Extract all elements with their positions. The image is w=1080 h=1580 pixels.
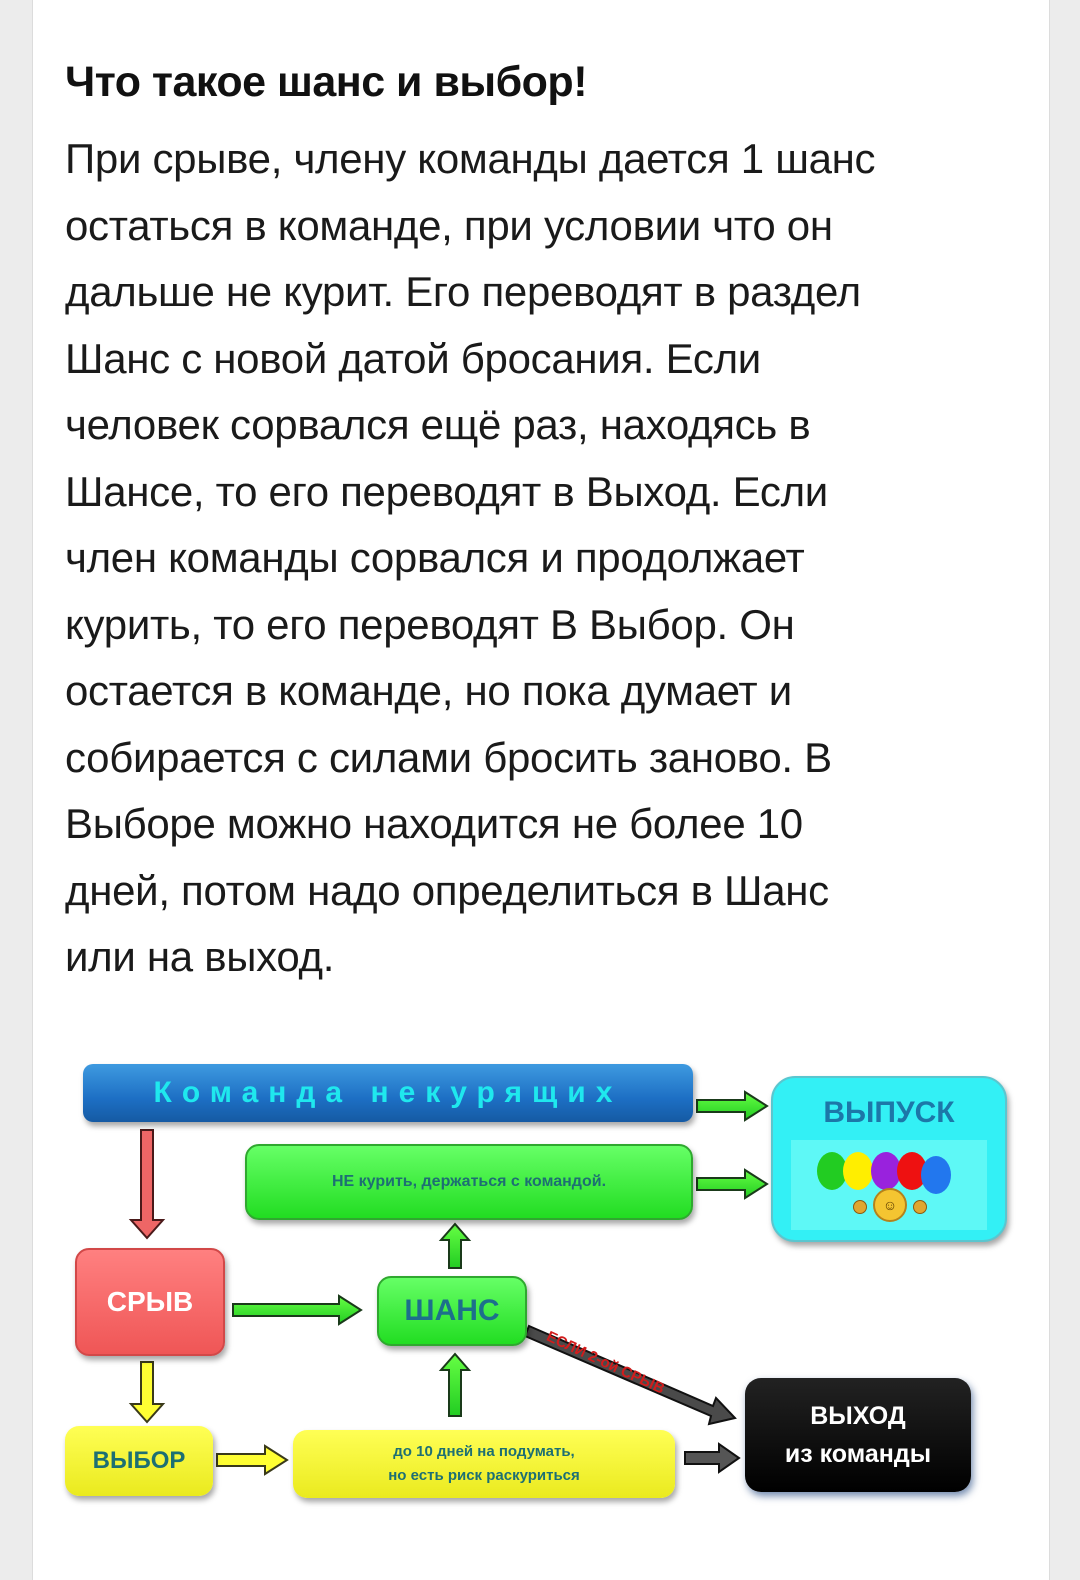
ten-days-box — [293, 1430, 675, 1498]
balloons-icon — [791, 1140, 987, 1230]
arrow-right-icon — [217, 1446, 287, 1474]
choice-box: ВЫБОР — [65, 1426, 213, 1496]
exit-line1: ВЫХОД — [810, 1402, 906, 1430]
relapse-box: СРЫВ — [75, 1248, 225, 1356]
exit-line2: из команды — [784, 1440, 932, 1468]
body-line: собирается с силами бросить заново. В — [65, 733, 832, 781]
arrow-right-icon — [685, 1444, 739, 1472]
second-relapse-label: ЕСЛИ 2-ой СРЫВ — [543, 1328, 668, 1398]
body-line: человек сорвался ещё раз, находясь в — [65, 401, 811, 448]
arrow-down-icon — [131, 1362, 163, 1422]
fist-icon — [913, 1200, 927, 1214]
body-line: Шанс с новой датой бросания. Если — [65, 334, 761, 382]
stay-box: НЕ курить, держаться с командой. — [245, 1144, 693, 1220]
body-line: дальше не курит. Его переводят в раздел — [65, 268, 861, 315]
chance-box: ШАНС — [377, 1276, 527, 1346]
body-line: курить, то его переводят В Выбор. Он — [65, 600, 795, 648]
body-line: Шансе, то его переводят в Выход. Если — [65, 467, 828, 515]
arrow-up-icon — [441, 1224, 469, 1268]
article-body — [65, 126, 1025, 991]
body-line: член команды сорвался и продолжает — [65, 534, 805, 581]
body-line: или на выход. — [65, 933, 335, 980]
fist-icon — [853, 1200, 867, 1214]
arrow-down-icon — [131, 1130, 163, 1238]
body-line: При срыве, члену команды дается 1 шанс — [65, 135, 876, 182]
balloon-icon — [843, 1152, 873, 1190]
arrow-right-icon — [233, 1296, 361, 1324]
exit-box — [745, 1378, 971, 1492]
ten-days-line2: но есть риск раскуриться — [388, 1467, 580, 1484]
graduation-label: ВЫПУСК — [823, 1096, 955, 1129]
arrow-right-icon — [697, 1170, 767, 1198]
graduation-box — [771, 1076, 1007, 1242]
balloon-icon — [921, 1156, 951, 1194]
arrow-right-icon — [697, 1092, 767, 1120]
body-line: остается в команде, но пока думает и — [65, 667, 792, 714]
smiley-icon: ☺ — [873, 1188, 907, 1222]
article-card — [32, 0, 1050, 1580]
body-line: остаться в команде, при условии что он — [65, 201, 833, 249]
ten-days-line1: до 10 дней на подумать, — [393, 1443, 575, 1460]
flow-diagram-image — [33, 1040, 1049, 1520]
arrow-up-icon — [441, 1354, 469, 1416]
body-line: дней, потом надо определиться в Шанс — [65, 866, 829, 914]
article-title: Что такое шанс и выбор! — [65, 58, 588, 106]
body-line: Выборе можно находится не более 10 — [65, 800, 803, 847]
team-box: Команда некурящих — [83, 1064, 693, 1122]
